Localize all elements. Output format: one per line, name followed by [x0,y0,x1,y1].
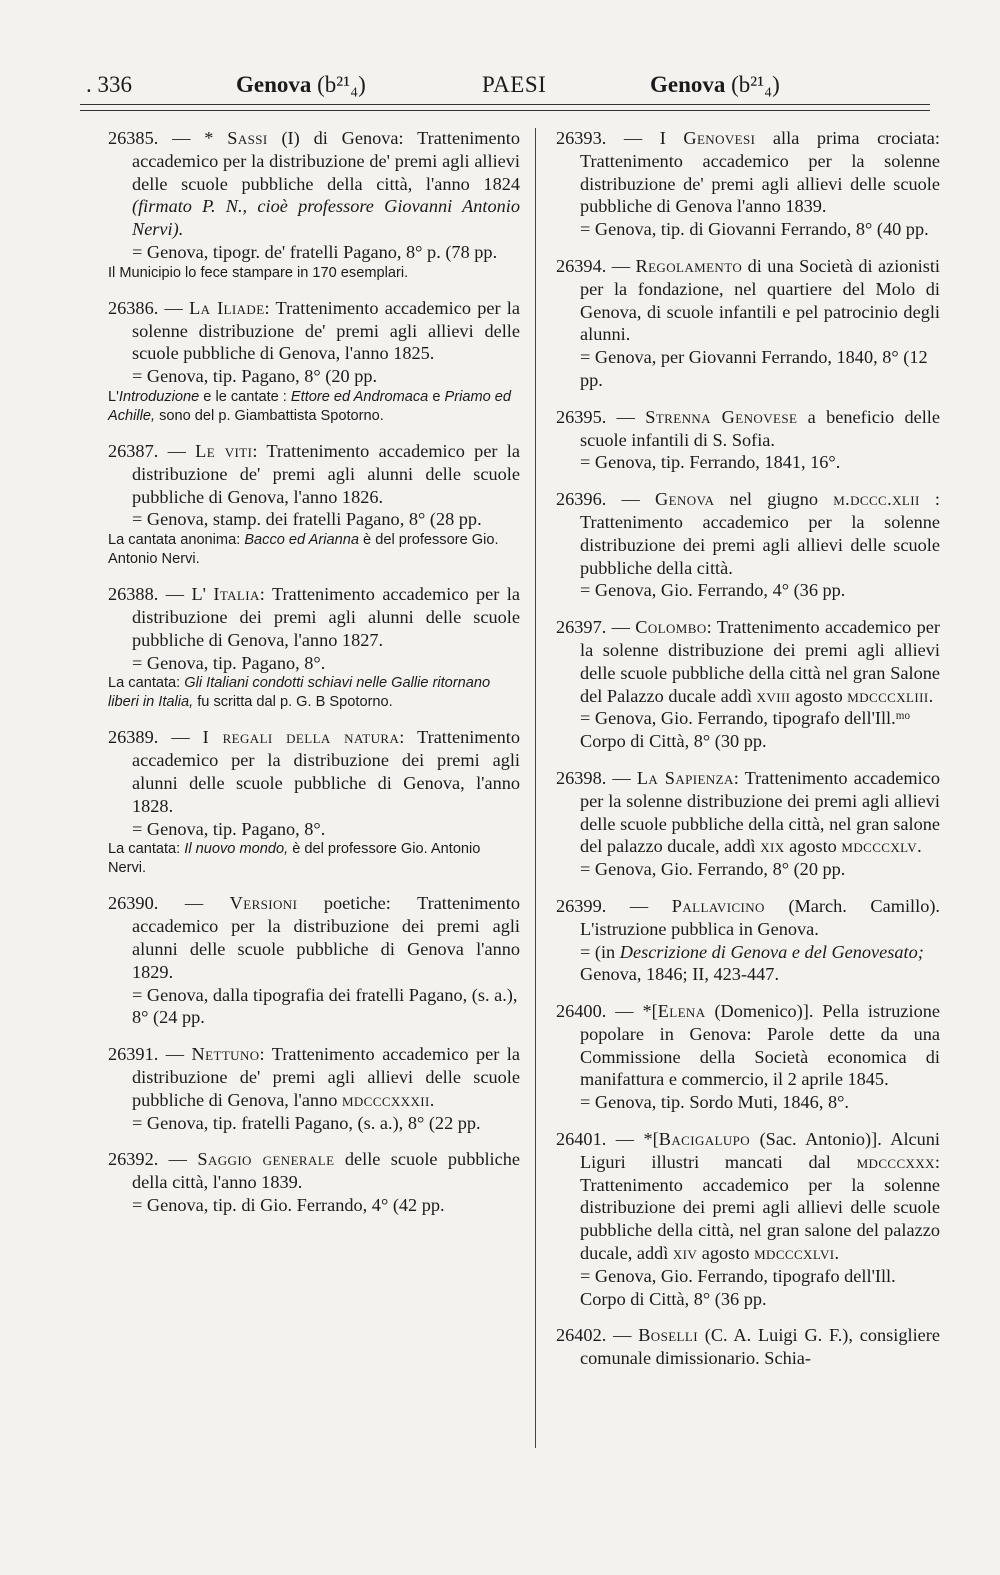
entry-body: 26391. — Nettuno: Trattenimento accademico per la distribuzione de' premi agli allievi delle scuole pubbliche di Genova, l'anno mdcccxxxii. [108,1044,520,1110]
entry-note: La cantata: Il nuovo mondo, è del professore Gio. Antonio Nervi. [108,841,481,877]
entry-26387 [108,440,520,569]
header-rule-bottom [80,110,930,111]
entry-imprint: = (in Descrizione di Genova e del Genovesato; Genova, 1846; II, 423-447. [580,941,924,985]
entry-26391 [108,1043,520,1134]
entry-note: La cantata: Gli Italiani condotti schiavi nelle Gallie ritornano liberi in Italia, fu scritta dal p. G. B Spotorno. [108,675,491,711]
entry-note: L'Introduzione e le cantate : Ettore ed Andromaca e Priamo ed Achille, sono del p. Giambattista Spotorno. [108,388,512,424]
entry-26396 [556,488,940,602]
entry-imprint: = Genova, tipogr. de' fratelli Pagano, 8° p. (78 pp. [132,241,498,262]
entry-body: 26393. — I Genovesi alla prima crociata: Trattenimento accademico per la solenne distribuzione de' premi agli allievi delle scuole pubbliche di Genova l'anno 1839. [556,128,940,217]
entry-26388 [108,583,520,712]
entry-body: 26397. — Colombo: Trattenimento accademico per la solenne distribuzione dei premi agli allievi delle scuole pubbliche della città nel gran Salone del Palazzo ducale addì xviii agosto mdcccxliii. [556,617,941,706]
entry-26400 [556,1000,940,1114]
entry-imprint: = Genova, stamp. dei fratelli Pagano, 8° (28 pp. [132,509,482,530]
entry-note: Il Municipio lo fece stampare in 170 esemplari. [108,264,409,281]
entry-body: 26395. — Strenna Genovese a beneficio delle scuole infantili di S. Sofia. [556,406,940,450]
entry-imprint: = Genova, tip. di Gio. Ferrando, 4° (42 pp. [132,1194,445,1215]
entry-imprint: = Genova, Gio. Ferrando, tipografo dell'Ill. Corpo di Città, 8° (36 pp. [580,1265,896,1309]
entry-26385 [108,127,520,283]
entry-imprint: = Genova, tip. fratelli Pagano, (s. a.), 8° (22 pp. [132,1112,481,1133]
page-header [60,64,932,104]
entry-imprint: = Genova, tip. Ferrando, 1841, 16°. [580,452,841,473]
entry-26397 [556,616,940,753]
entry-26398 [556,767,940,881]
entry-imprint: = Genova, Gio. Ferrando, 4° (36 pp. [580,580,846,601]
entry-26401 [556,1128,940,1310]
entry-imprint: = Genova, tip. Pagano, 8°. [132,818,326,839]
entry-body: 26386. — La Iliade: Trattenimento accademico per la solenne distribuzione de' premi agli allievi delle scuole pubbliche di Genova, l'anno 1825. [108,297,520,364]
entry-26402 [556,1324,940,1370]
entry-imprint: = Genova, Gio. Ferrando, tipografo dell'Ill.ᵐᵒ Corpo di Città, 8° (30 pp. [580,708,910,752]
entry-body: 26402. — Boselli (C. A. Luigi G. F.), consigliere comunale dimissionario. Schia- [556,1325,940,1369]
entry-body: 26390. — Versioni poetiche: Trattenimento accademico per la distribuzione dei premi agli alunni delle scuole pubbliche di Genova l'anno 1829. [108,893,520,982]
right-column [556,127,940,1384]
entry-body: 26389. — I regali della natura: Trattenimento accademico per la distribuzione dei premi agli alunni delle scuole pubbliche di Genova, l'anno 1828. [108,727,520,816]
entry-body: 26392. — Saggio generale delle scuole pubbliche della città, l'anno 1839. [108,1149,521,1193]
entry-body: 26400. — *[Elena (Domenico)]. Pella istruzione popolare in Genova: Parole dette da una Commissione della Società economica di manifattura e commercio, il 2 aprile 1845. [556,1001,940,1090]
entry-imprint: = Genova, tip. Sordo Muti, 1846, 8°. [580,1092,849,1113]
entry-imprint: = Genova, tip. di Giovanni Ferrando, 8° (40 pp. [580,219,929,240]
entry-imprint: = Genova, per Giovanni Ferrando, 1840, 8° (12 pp. [580,347,928,390]
entry-26394 [556,255,940,392]
entry-26395 [556,406,940,474]
entry-body: 26401. — *[Bacigalupo (Sac. Antonio)]. Alcuni Liguri illustri mancati dal mdcccxxx: Trattenimento accademico per la solenne distribuzione dei premi agli allievi delle scuole pubbliche della città, nel gran salone del palazzo ducale, addì xiv agosto mdcccxlvi. [556,1129,940,1264]
entry-imprint: = Genova, tip. Pagano, 8°. [132,652,326,673]
entry-26390 [108,892,520,1029]
signature-mark-right: (b²¹₄) [731,72,780,97]
entry-26386 [108,297,520,426]
entry-body: 26396. — Genova nel giugno m.dccc.xlii : Trattenimento accademico per la solenne distribuzione dei premi agli allievi delle scuole pubbliche della città. [556,489,941,578]
entry-26389 [108,726,520,878]
left-column [108,127,520,1231]
entry-26393 [556,127,940,241]
entry-body: 26398. — La Sapienza: Trattenimento accademico per la solenne distribuzione dei premi agli allievi delle scuole pubbliche della città, nel gran salone del palazzo ducale, addì xix agosto mdcccxlv. [556,767,940,857]
signature-mark-left: (b²¹₄) [317,72,366,97]
entry-26399 [556,895,940,986]
entry-body: 26385. — * Sassi (I) di Genova: Trattenimento accademico per la distribuzione de' premi agli allievi delle scuole pubbliche della città, l'anno 1824 (firmato P. N., cioè professore Giovanni Antonio Nervi). [108,128,520,240]
entry-imprint: = Genova, dalla tipografia dei fratelli Pagano, (s. a.), 8° (24 pp. [132,984,518,1028]
page-number: . 336 [86,72,132,97]
entry-note: La cantata anonima: Bacco ed Arianna è del professore Gio. Antonio Nervi. [108,532,499,568]
column-divider [535,128,536,1448]
running-head-right: Genova (b²¹₄) [650,72,780,97]
running-head-center: PAESI [482,72,547,97]
entry-body: 26394. — Regolamento di una Società di azionisti per la fondazione, nel quartiere del Molo di Genova, di scuole infantili e pel patrocinio degli alunni. [556,255,940,345]
entry-imprint: = Genova, tip. Pagano, 8° (20 pp. [132,366,378,387]
entry-body: 26387. — Le viti: Trattenimento accademico per la distribuzione de' premi agli alunni delle scuole pubbliche di Genova, l'anno 1826. [108,440,521,507]
entry-imprint: = Genova, Gio. Ferrando, 8° (20 pp. [580,859,846,880]
entry-body: 26388. — L' Italia: Trattenimento accademico per la distribuzione dei premi agli alunni delle scuole pubbliche di Genova, l'anno 1827. [108,584,520,650]
header-rule-top [80,104,930,105]
entry-26392 [108,1148,520,1216]
entry-body: 26399. — Pallavicino (March. Camillo). L'istruzione pubblica in Genova. [556,895,940,939]
running-head-left: Genova (b²¹₄) [236,72,366,97]
